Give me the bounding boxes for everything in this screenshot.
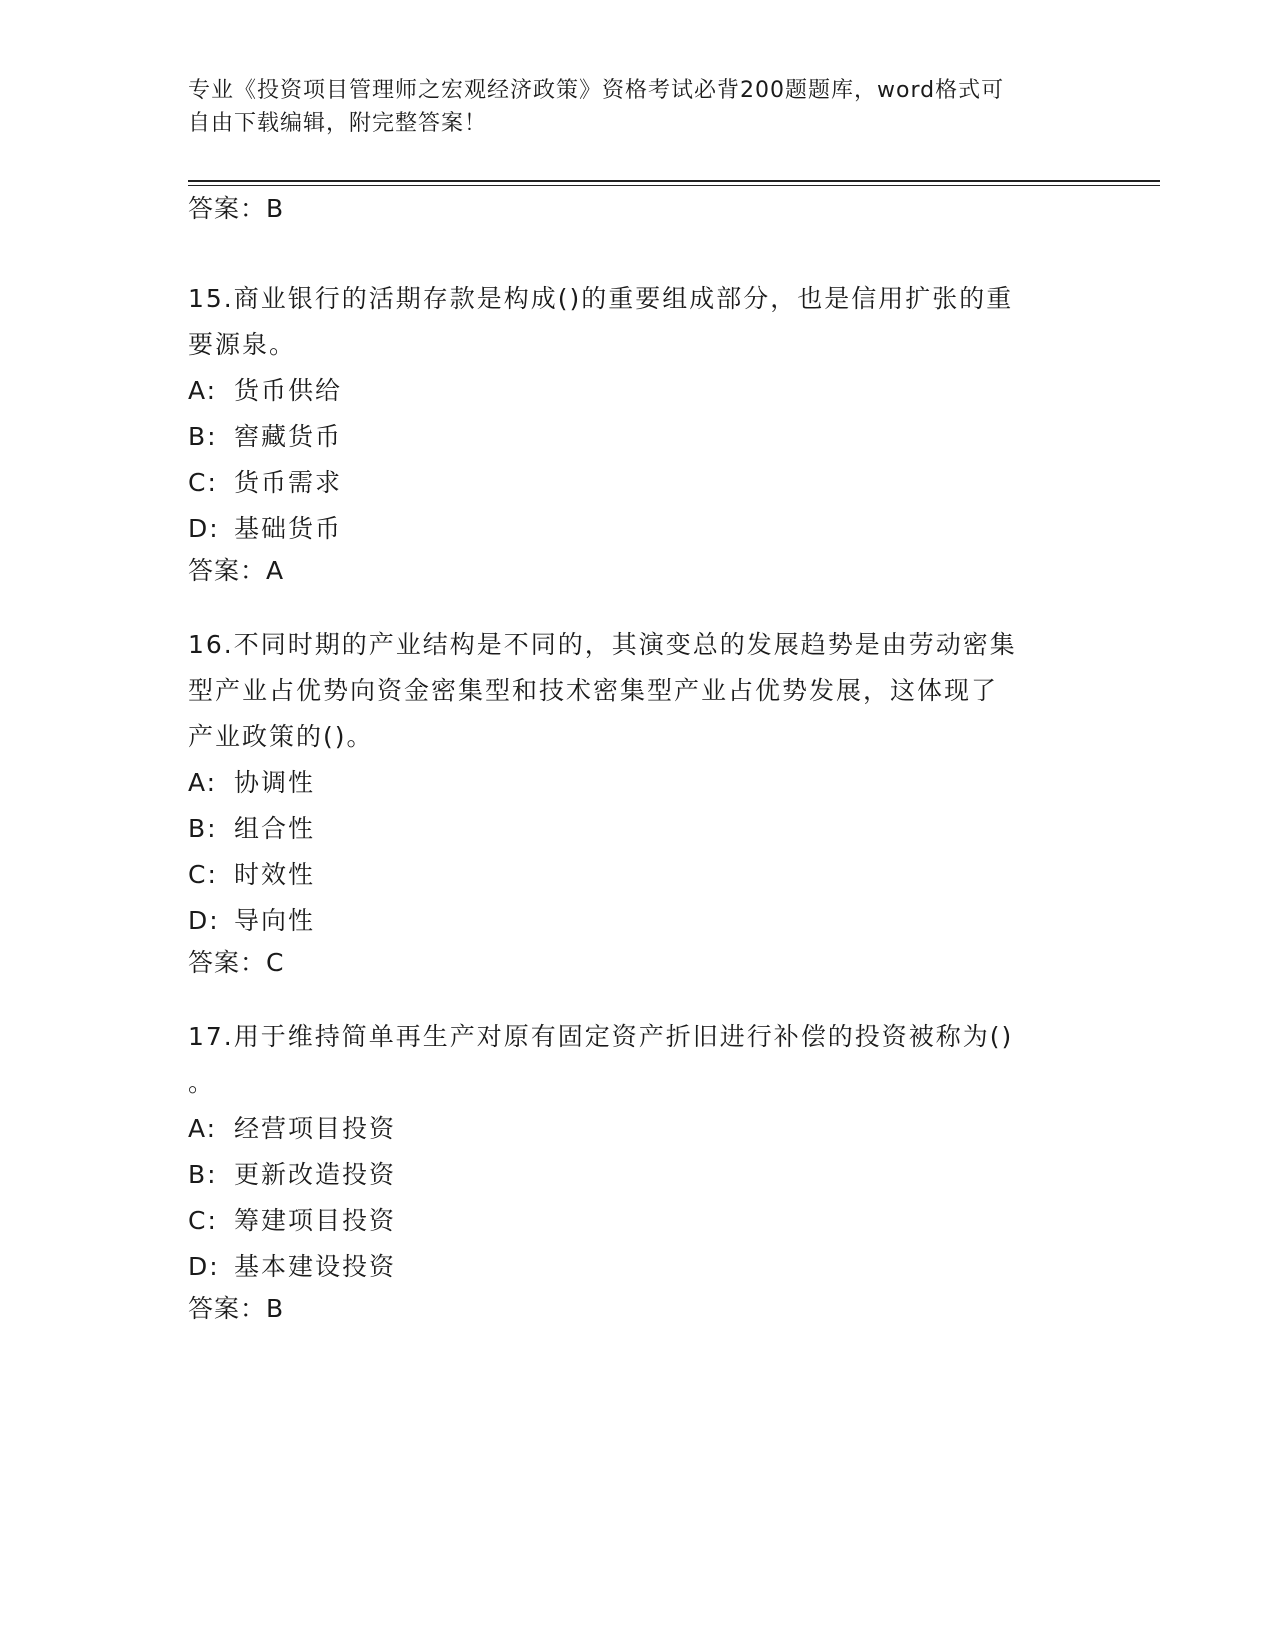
option-text: 窖藏货币	[234, 422, 343, 451]
header-line-1: 专业《投资项目管理师之宏观经济政策》资格考试必背200题题库，word格式可	[188, 78, 1005, 103]
option-text: 筹建项目投资	[234, 1206, 397, 1235]
option-text: 基础货币	[234, 514, 343, 543]
option-letter: D:	[188, 514, 220, 543]
option-text: 协调性	[234, 768, 316, 797]
option-d	[188, 506, 1088, 552]
option-text: 导向性	[234, 906, 316, 935]
option-text: 货币需求	[234, 468, 343, 497]
option-d	[188, 898, 1088, 944]
option-letter: A:	[188, 376, 218, 405]
option-a	[188, 1106, 1088, 1152]
option-b	[188, 806, 1088, 852]
question-text	[188, 622, 1088, 760]
question-16	[188, 622, 1088, 978]
header-line-2: 自由下载编辑，附完整答案！	[188, 111, 488, 136]
option-letter: D:	[188, 1252, 220, 1281]
header-rule-thick	[188, 180, 1160, 182]
option-a	[188, 760, 1088, 806]
option-c	[188, 1198, 1088, 1244]
option-text: 组合性	[234, 814, 316, 843]
option-letter: C:	[188, 1206, 218, 1235]
question-text	[188, 1014, 1088, 1106]
option-text: 货币供给	[234, 376, 343, 405]
option-b	[188, 414, 1088, 460]
option-text: 时效性	[234, 860, 316, 889]
question-17	[188, 1014, 1088, 1324]
question-line: 15.商业银行的活期存款是构成()的重要组成部分，也是信用扩张的重	[188, 284, 1014, 313]
answer: 答案：A	[188, 556, 285, 585]
option-letter: C:	[188, 860, 218, 889]
option-letter: B:	[188, 422, 218, 451]
option-letter: B:	[188, 1160, 218, 1189]
question-line: 产业政策的()。	[188, 722, 374, 751]
answer: 答案：C	[188, 948, 285, 977]
option-c	[188, 852, 1088, 898]
option-letter: B:	[188, 814, 218, 843]
question-line: 16.不同时期的产业结构是不同的，其演变总的发展趋势是由劳动密集	[188, 630, 1017, 659]
option-d	[188, 1244, 1088, 1290]
previous-answer: 答案：B	[188, 194, 285, 223]
document-header	[188, 74, 1088, 140]
answer: 答案：B	[188, 1294, 285, 1323]
option-letter: D:	[188, 906, 220, 935]
option-b	[188, 1152, 1088, 1198]
option-letter: A:	[188, 1114, 218, 1143]
header-rule-thin	[188, 185, 1160, 186]
option-c	[188, 460, 1088, 506]
question-line: 型产业占优势向资金密集型和技术密集型产业占优势发展，这体现了	[188, 676, 999, 705]
question-line: 要源泉。	[188, 330, 297, 359]
option-text: 经营项目投资	[234, 1114, 397, 1143]
option-text: 基本建设投资	[234, 1252, 397, 1281]
option-letter: A:	[188, 768, 218, 797]
question-line: 。	[188, 1068, 216, 1097]
question-15	[188, 276, 1088, 586]
option-text: 更新改造投资	[234, 1160, 397, 1189]
question-line: 17.用于维持简单再生产对原有固定资产折旧进行补偿的投资被称为()	[188, 1022, 1014, 1051]
option-a	[188, 368, 1088, 414]
option-letter: C:	[188, 468, 218, 497]
question-text	[188, 276, 1088, 368]
